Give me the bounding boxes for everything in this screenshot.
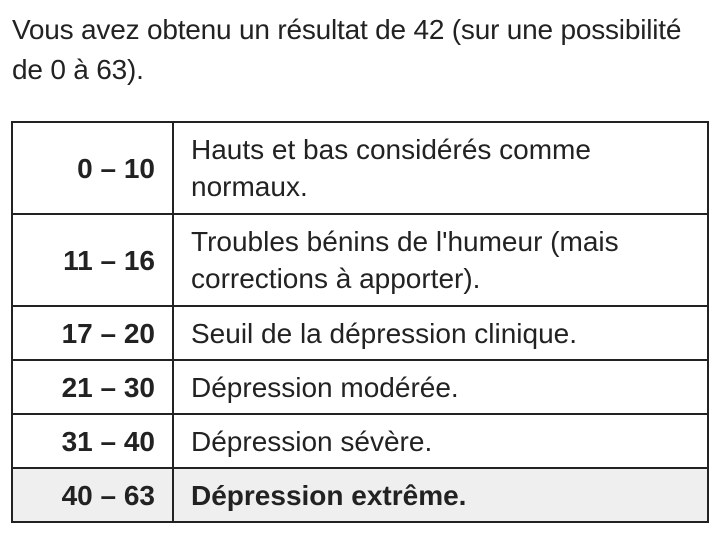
- score-range: 40 – 63: [12, 468, 173, 522]
- table-row: [12, 414, 708, 468]
- score-interpretation-table: [11, 121, 709, 523]
- score-range: 21 – 30: [12, 360, 173, 414]
- table-row: [12, 360, 708, 414]
- result-summary: Vous avez obtenu un résultat de 42 (sur une possibilité de 0 à 63).: [12, 14, 682, 85]
- score-range: 31 – 40: [12, 414, 173, 468]
- score-description: Troubles bénins de l'humeur (mais corrections à apporter).: [173, 214, 708, 306]
- score-description: Hauts et bas considérés comme normaux.: [173, 122, 708, 214]
- score-description: Dépression modérée.: [173, 360, 708, 414]
- score-range: 0 – 10: [12, 122, 173, 214]
- score-range: 17 – 20: [12, 306, 173, 360]
- table-row: [12, 214, 708, 306]
- score-description: Dépression extrême.: [173, 468, 708, 522]
- score-range: 11 – 16: [12, 214, 173, 306]
- table-row: [12, 122, 708, 214]
- score-description: Dépression sévère.: [173, 414, 708, 468]
- table-row: [12, 306, 708, 360]
- table-row-highlighted: [12, 468, 708, 522]
- score-description: Seuil de la dépression clinique.: [173, 306, 708, 360]
